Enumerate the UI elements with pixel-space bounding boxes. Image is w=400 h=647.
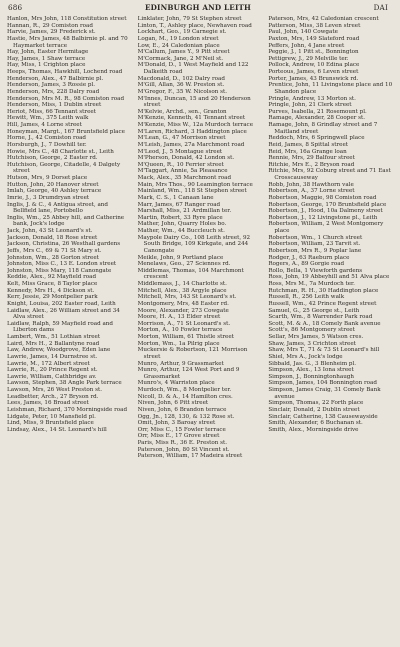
directory-entry: Ritchie, Mrs, 92 Coburg street and 71 East Crosscauseway (268, 168, 391, 181)
index-tag: DAI (373, 3, 388, 12)
directory-entry: Murdoch, Wm., 8 Montpelier ter. (137, 387, 232, 393)
directory-entry: Horsburgh, J., 7 Dowhill ter. (7, 141, 87, 148)
directory-entry: Macdonald, D., 102 Dalry road (137, 75, 225, 82)
directory-entry: Paterson, Mrs, 42 Caledonian crescent (268, 16, 379, 22)
directory-entry: Lambert, Wm., 51 Lothian street (7, 334, 101, 340)
directory-entry: Knight, Louisa, 202 Easter road, Leith (7, 300, 116, 307)
directory-entry: Mitchell, Alex., 38 Argyle place (137, 287, 227, 294)
directory-entry: Simpson, Thomas, 22 Forth place (268, 400, 364, 407)
directory-entry: Imlah, George, 40 Ashley terrace (7, 188, 102, 195)
directory-entry: Rollo, Bella, 1 Viewforth gardens (268, 267, 363, 274)
directory-entry: M'Cormack, Jane, 2 M'Neil st. (137, 55, 224, 62)
directory-entry: M'Callum, James Y., 9 Pitt street (137, 49, 230, 56)
directory-entry: Jeffs, Mrs C., 69 & 71 St Mary st. (7, 247, 102, 254)
column-3 (268, 16, 393, 460)
column-1 (7, 16, 132, 460)
directory-entry: Henderson, James, 3 Rossie pl. (7, 82, 96, 89)
directory-entry: Harvie, James, 29 Frederick st. (7, 29, 96, 36)
directory-entry: Lawrie, William, Cathbridge av. (7, 373, 97, 380)
directory-entry: Middlemass, J., 14 Charlotte st. (137, 281, 227, 287)
directory-entry: Ross, Mrs M., 7a Murdoch ter. (268, 281, 355, 287)
directory-entry: Paterson, John, 80 St Vincent st. (137, 446, 230, 453)
directory-entry: Horne, J., 42 Comiston road (7, 135, 86, 142)
directory-entry: Reid, Mrs, 16a Grange loan (268, 148, 347, 155)
directory-entry: Robertson, Maggie, 98 Comiston road (268, 194, 377, 201)
directory-entry: Samuel, G., 25 George st., Leith (268, 307, 360, 314)
directory-entry: Lawson, Mrs, 26 West Preston st. (7, 387, 102, 393)
directory-entry: Meikle, John, 9 Portland place (137, 254, 224, 261)
directory-entry: Laidlaw, Alex., 26 William street and 34 Alva street (7, 307, 120, 321)
directory-entry: Robertson, A., 37 Lorne street (268, 188, 355, 195)
directory-entry: Paxton, Mrs, 149 Slateford road (268, 35, 360, 42)
running-title: EDINBURGH AND LEITH (144, 3, 252, 12)
directory-entry: Kelt, Miss Grace, 8 Taylor place (7, 281, 98, 287)
directory-entry: Pringle, Andrew, 13 Morton st. (268, 95, 356, 102)
directory-entry: Montgomery, Mrs, 48 Easter rd. (137, 300, 229, 307)
directory-entry: Laird, Mrs H., 2 Ballantyne road (7, 340, 100, 347)
directory-entry: Robertson, J., 12 Livingstone pl., Leith (268, 214, 378, 221)
directory-entry: Porteous, James, 6 Leven street (268, 69, 359, 75)
directory-entry: Lawrie, M., 172 Albert street (7, 360, 90, 367)
directory-entry: Marr, James, 67 Ranger road (137, 201, 221, 208)
directory-entry: Lidgate, Peter, 10 Mansfield pl. (7, 413, 96, 420)
directory-entry: Logan, M., 19 London street (137, 35, 219, 42)
directory-entry: Smith, Alex., Morningside drive (268, 426, 359, 433)
directory-entry: M'Lean, G., 47 Morrison street (137, 135, 226, 142)
directory-entry: Hay, James, 1 Shaw terrace (7, 55, 86, 62)
directory-entry: Scott's, 86 Montgomery street (268, 327, 355, 334)
directory-entry: Ogg, Jn., 128, 130, & 132 Rose st. (137, 413, 235, 420)
directory-entry: Pollock, Andrew, 10 Edina place (268, 62, 360, 69)
directory-entry: Robb, John, 38 Hawthorn vale (268, 181, 354, 188)
directory-entry: Mark, C. S., 1 Canaan lane (137, 194, 214, 201)
directory-entry: Moore, H. A., 13 Elder street (137, 314, 221, 321)
directory-entry: Lawson, Stephen, 38 Angle Park terrace (7, 380, 122, 387)
directory-entry: Hill, James, 4 Lorne street (7, 122, 82, 128)
directory-entry: Ramage, John, 8 Grindlay street and 7 Maitland street (268, 122, 378, 135)
directory-entry: Imrie, J., 3 Drumdryan street (7, 194, 90, 201)
directory-entry: Mack, Alex., 35 Marchmont road (137, 175, 232, 181)
directory-entry: Hutton, John, 20 Hanover street (7, 181, 99, 188)
directory-entry: Prentice, John, 11 Livingstone place and 10 Shandon place (268, 82, 393, 95)
directory-entry: Robertson, Mrs R., 9 Poplar lane (268, 247, 362, 254)
page-header (8, 2, 388, 14)
directory-entry: Johnston, Miss Mary, 118 Canongate (7, 267, 112, 274)
directory-entry: Simpson, Alex., 13 Iona street (268, 367, 354, 374)
directory-entry: Morton, William, 61 Thistle street (137, 334, 234, 340)
directory-entry: Simpson, James Craig, 31 Comely Bank avenue (268, 387, 381, 400)
directory-entry: Patterson, Miss, 38 Leven street (268, 22, 361, 29)
directory-entry: Heeps, Thomas, Hawkhill, Lochend road (7, 69, 123, 75)
directory-entry: M'Kelvie, Archd., sen., Granton (137, 108, 227, 115)
directory-entry: Robertson, George, 170 Bruntsfield place (268, 201, 387, 208)
directory-entry: Shaw, Mrs T., 71 & 73 St Leonard's hill (268, 347, 380, 354)
directory-entry: Inglis, Wm., 25 Abbey hill, and Catherine bank, Jock's lodge (7, 214, 125, 228)
directory-entry: Lawrie, James, 14 Durnstree st. (7, 353, 98, 360)
directory-entry: Henderson, Mrs, 228 Dalry road (7, 88, 100, 95)
directory-entry: Jack, John, 43 St Leonard's st. (7, 228, 93, 234)
directory-entry: Henderson, Alex., 47 Balbirnie pl. (7, 75, 104, 82)
directory-entry: Morton, Wm., 1a Pilrig place (137, 340, 220, 347)
directory-entry: M'Gill, Allan, 36 W. Preston st. (137, 82, 225, 89)
directory-entry: Henderson, Miss, 1 Dublin street (7, 102, 102, 109)
directory-entry: Shiel, Mrs A., Jock's lodge (268, 353, 343, 360)
directory-entry: Hutchison, George, 2 Easter rd. (7, 155, 98, 162)
directory-entry: Munro's, 4 Warriston place (137, 380, 215, 387)
directory-entry: Marshall, Miss, 21 Ardmillan ter. (137, 208, 232, 215)
directory-entry: Niven, John, 6 Brandon terrace (137, 406, 227, 413)
directory-entry: M'Leish, James, 27a Marchmont road (137, 141, 245, 148)
directory-entry: Robertson, William, 23 Tarvit st. (268, 241, 361, 248)
directory-entry: Pringle, John, 21 Clerk street (268, 102, 352, 109)
directory-entry: Ritchie, Mrs E., 2 Bryson road (268, 161, 355, 168)
directory-entry: Johnston, Miss C., 13 E. London street (7, 261, 117, 268)
directory-entry: Low, E., 24 Caledonian place (137, 42, 220, 49)
directory-entry: Honeyman, Margt., 167 Bruntsfield place (7, 128, 125, 135)
directory-entry: M'Kenzie, Miss W., 12a Murdoch terrace (137, 122, 254, 128)
directory-entry: M'Leod, J., 5 Montague street (137, 148, 223, 155)
directory-entry: Orr, Miss E., 17 Grove street (137, 433, 220, 440)
directory-entry: Omit, John, 3 Baroay street (137, 420, 216, 427)
directory-entry: Heriot, Miss, 66 Tennant street (7, 108, 96, 115)
directory-entry: Morton, A., 10 Fowler terrace (137, 327, 223, 334)
directory-entry: Martin, Robert, 33 Ryre place (137, 214, 223, 221)
directory-entry: Hutchison, George, Citadelle, 4 Dalgety street (7, 161, 121, 175)
directory-entry: Robertson, J., Hood, 10a Dalmeny street (268, 208, 383, 215)
directory-entry: Middlemas, Thomas, 104 Marchmont crescent (137, 267, 244, 281)
directory-entry: Robertson, William, 2 West Montgomery place (268, 221, 384, 234)
directory-entry: Niven, John, 6 Pitt street (137, 400, 209, 407)
directory-entry: Leadbetter, Arch., 27 Bryson rd. (7, 393, 99, 400)
directory-entry: Lind, Miss, 9 Bruntsfield place (7, 420, 94, 427)
directory-entry: Nicoll, D. & A., 14 Hamilton cres. (137, 393, 233, 400)
directory-entry: Reid, James, 8 Spittal street (268, 141, 349, 148)
directory-entry: Law, Andrew, Woodgrove, Eden lane (7, 347, 111, 354)
directory-entry: M'Queen, R., 10 Ferrier street (137, 161, 224, 168)
directory-entry: Jackson, Donald, 18 Rose street (7, 234, 98, 241)
directory-entry: M'Laren, Richard, 3 Haddington place (137, 128, 247, 135)
directory-entry: Paterson, William, 17 Madeira street (137, 453, 243, 460)
directory-entry: Orr, Miss C., 15 Fowler terrace (137, 426, 226, 433)
directory-entry: Munro, Arthur, 9 Grassmarket (137, 360, 224, 367)
directory-entry: M'Taggart, Annie, 5a Pleasance (137, 168, 228, 175)
directory-entry: Johnston, Wm., 28 Gorton street (7, 254, 99, 261)
directory-entry: Menelaws, Geo., 27 Sciennes rd. (137, 261, 231, 268)
directory-entry: Muckersie & Robertson, 121 Morrison street (137, 347, 248, 360)
directory-entry: Pettigrew, J., 29 Melville ter. (268, 55, 349, 62)
directory-entry: Smith, Alexander, 6 Buchanan st. (268, 420, 363, 427)
directory-entry: Lees, James, 16 Broad street (7, 400, 89, 407)
directory-entry: Howie, Mrs C., 48 Charlotte st., Leith (7, 148, 114, 155)
directory-entry: Laidlaw, Ralph, 59 Mayfield road and Liberton dams (7, 320, 113, 334)
directory-entry: Henderson, Mrs M. R., 98 Comiston road (7, 95, 125, 102)
directory-entry: Porter, James, 43 Brunswick rd. (268, 75, 359, 82)
directory-entry: M'Pherson, Donald, 42 London st. (137, 155, 235, 162)
directory-entry: Ross, John, 19 Abbeyhill and 51 Alva place (268, 274, 390, 281)
directory-entry: Mather, John, Quarry Holes bo. (137, 221, 227, 228)
directory-entry: Peffers, John, 4 Jane street (268, 42, 345, 49)
directory-entry: Scott, M. & A., 18 Comely Bank avenue (268, 320, 381, 327)
directory-entry: M'Kenzie, Kenneth, 41 Tennant street (137, 115, 246, 122)
directory-entry: Moore, Alexander, 273 Cowgate (137, 307, 229, 314)
directory-entry: Rutchman, R. H., 30 Haddington place (268, 287, 379, 294)
directory-columns (7, 16, 393, 460)
directory-entry: Russell, R., 256 Leith walk (268, 294, 345, 301)
directory-entry: Kennedy, Mrs H., 4 Dickson st. (7, 287, 95, 294)
directory-entry: Peggie, J., 1 Pitt st., Bonnington (268, 49, 359, 56)
directory-entry: Simpson, J., Bonningtonhaugh (268, 373, 354, 380)
directory-entry: M'Innes, Duncan, 15 and 20 Henderson street (137, 95, 251, 109)
directory-entry: Sinclair, Donald, 2 Dublin street (268, 406, 360, 413)
directory-entry: Sinclair, Catherine, 138 Causewayside (268, 413, 378, 420)
directory-entry: Russell, Wm., 42 Prince Regent street (268, 300, 377, 307)
directory-entry: Mitchell, Mrs, 143 St Leonard's st. (137, 294, 237, 301)
directory-entry: Lockhart, Geo., 19 Carnegie st. (137, 29, 227, 36)
directory-entry: Ramage, Alexander, 28 Cooper st. (268, 115, 365, 122)
directory-entry: Mainland, Wm., 118 St Stephen street (137, 188, 247, 195)
directory-entry: Rodger, J., 63 Raeburn place (268, 254, 350, 261)
directory-entry: Lawrie, R., 20 Prince Regent st. (7, 367, 98, 374)
directory-entry: Simpson, James, 104 Bonnington road (268, 380, 377, 387)
directory-entry: Paris, Miss R., 36 E. Preston st. (137, 440, 228, 446)
directory-entry: Munro, Arthur, 124 West Port and 9 Grassmarket (137, 367, 240, 380)
page-number: 686 (8, 3, 23, 12)
directory-entry: Lindsay, Alex., 14 St. Leonard's hill (7, 426, 107, 433)
directory-entry: Mather, Wm., 44 Buccleuch st. (137, 228, 225, 234)
directory-entry: Kerr, Jessie, 29 Montpelier park (7, 294, 98, 301)
directory-entry: Hanlon, Mrs John, 118 Constitution street (7, 16, 127, 22)
directory-entry: Paul, John, 140 Cowgate (268, 29, 338, 36)
directory-entry: Scarth, Wm., 8 Warrender Park road (268, 314, 373, 321)
column-2 (138, 16, 263, 460)
directory-entry: M'Gregor, F., 35 W. Nicolson st. (137, 88, 228, 95)
directory-entry: Reddoch, Mrs, 6 Springwell place (268, 135, 365, 142)
directory-entry: Hewitt, Wm., 375 Leith walk (7, 115, 89, 122)
directory-entry: M'Donald, D., 1 West Mayfield and 122 Dalkeith road (137, 62, 249, 75)
directory-entry: Jackson, Christina, 26 Westhall gardens (7, 241, 121, 248)
directory-entry: Hay, Miss, 1 Crighton place (7, 62, 86, 69)
directory-entry: Shaw, James, 3 Crichton street (268, 340, 356, 347)
directory-entry: Main, Mrs Thos., 90 Leamington terrace (137, 181, 253, 188)
directory-entry: Keddie, Alex., 92 Mayfield road (7, 274, 97, 281)
directory-entry: Robertson, Wm., 1 Church street (268, 234, 363, 241)
directory-entry: Purves, Isabella, 21 Rosemount pl. (268, 108, 367, 115)
directory-entry: Rennie, Mrs, 29 Balfour street (268, 155, 355, 162)
directory-entry: Hannan, R., 29 Comiston road (7, 22, 93, 29)
directory-entry: Maypole Dairy Co., 108 Leith street, 92 South Bridge, 109 Kirkgate, and 244 Canongate (137, 234, 251, 254)
directory-entry: Rogers, A., 89 Gorgie road (268, 261, 345, 268)
directory-entry: Linklater, John, 79 St Stephen street (137, 16, 242, 22)
directory-entry: Linton, T., Ashley place, Newhaven road (137, 22, 252, 29)
directory-entry: Leishman, Richard, 370 Morningside road (7, 406, 128, 413)
directory-entry: Morrison, A., 71 St Leonard's st. (137, 320, 231, 327)
directory-entry: Sellar, Mrs James, 5 Watson cres. (268, 334, 364, 340)
directory-entry: Hastie, Mrs James, 48 Balbirnie pl. and 70 Haymarket terrace (7, 35, 128, 49)
directory-entry: Sibbald, Jas. G., 3 Blenheim pl. (268, 360, 357, 367)
directory-entry: Hay, John, Easter Hermitage (7, 49, 89, 56)
directory-entry: Hutson, Mrs, 9 Dorset place (7, 175, 88, 181)
directory-entry: Inglis, J. & C., 4 Antigua street, and Bellfield lane, Portobello (7, 201, 108, 215)
